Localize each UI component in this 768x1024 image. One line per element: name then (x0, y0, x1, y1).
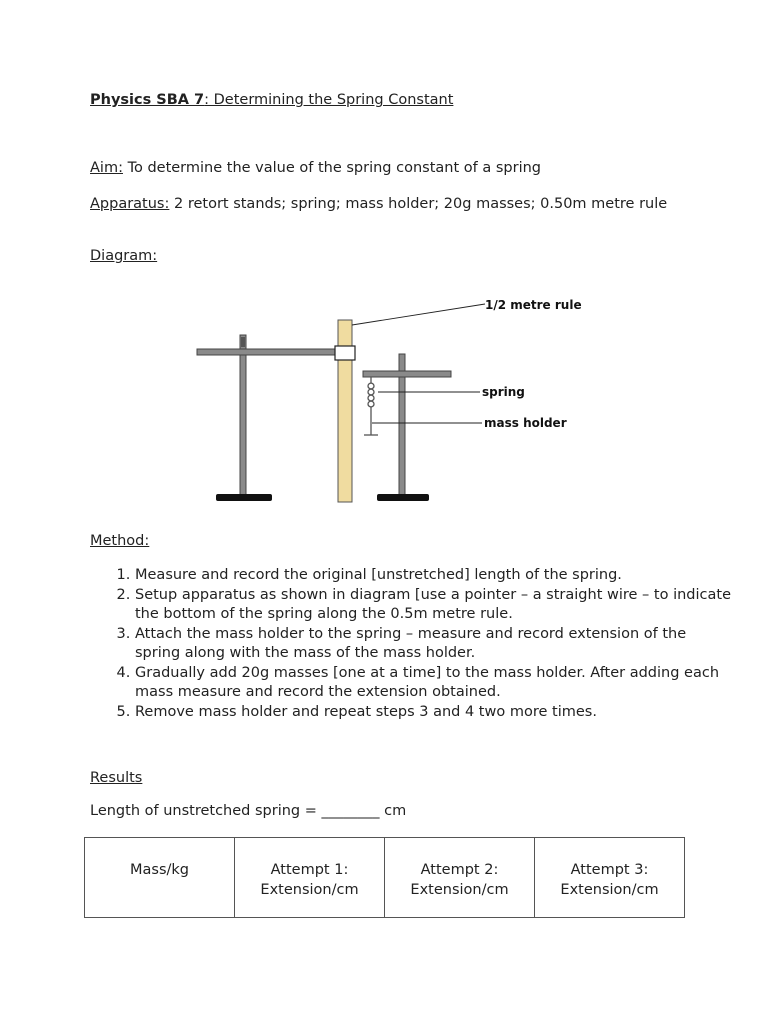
rule-label: 1/2 metre rule (485, 298, 582, 312)
method-step: 4. Gradually add 20g masses [one at a time] to the mass holder. After adding each mass measure and record the extension obtained. (135, 664, 735, 703)
table-header-attempt-1: Attempt 1: Extension/cm (235, 838, 385, 918)
table-header-row (85, 838, 685, 918)
title-bold: Physics SBA 7 (90, 92, 205, 108)
method-step: 5. Remove mass holder and repeat steps 3 and 4 two more times. (135, 703, 735, 723)
method-step: 1. Measure and record the original [unstretched] length of the spring. (135, 566, 735, 586)
mass-holder-label: mass holder (484, 416, 567, 430)
clamp (335, 346, 355, 360)
method-step: 2. Setup apparatus as shown in diagram [use a pointer – a straight wire – to indicate the bottom of the spring along the 0.5m metre rule. (135, 586, 735, 625)
page-title (90, 92, 453, 108)
right-retort-stand (363, 354, 451, 501)
mass-holder (364, 407, 378, 435)
rule-leader-line (352, 304, 485, 325)
apparatus-line (90, 194, 680, 215)
spring (368, 377, 374, 407)
spring-label: spring (482, 385, 525, 399)
apparatus-text: 2 retort stands; spring; mass holder; 20g masses; 0.50m metre rule (169, 196, 668, 212)
apparatus-label: Apparatus: (90, 196, 170, 212)
left-retort-stand (197, 335, 339, 501)
title-rest: : Determining the Spring Constant (204, 92, 454, 108)
diagram-heading: Diagram: (90, 248, 158, 264)
results-heading: Results (90, 770, 143, 786)
aim-text: To determine the value of the spring constant of a spring (122, 160, 541, 176)
table-header-mass: Mass/kg (85, 838, 235, 918)
table-header-attempt-2: Attempt 2: Extension/cm (385, 838, 535, 918)
method-step: 3. Attach the mass holder to the spring – measure and record extension of the spring along with the mass of the mass holder. (135, 625, 735, 664)
method-steps (90, 566, 735, 722)
results-table (84, 837, 685, 918)
table-header-attempt-3: Attempt 3: Extension/cm (535, 838, 685, 918)
aim-line (90, 160, 541, 176)
method-heading: Method: (90, 533, 150, 549)
aim-label: Aim: (90, 160, 123, 176)
apparatus-diagram (180, 290, 600, 510)
unstretched-length-line: Length of unstretched spring = ________ cm (90, 803, 407, 819)
